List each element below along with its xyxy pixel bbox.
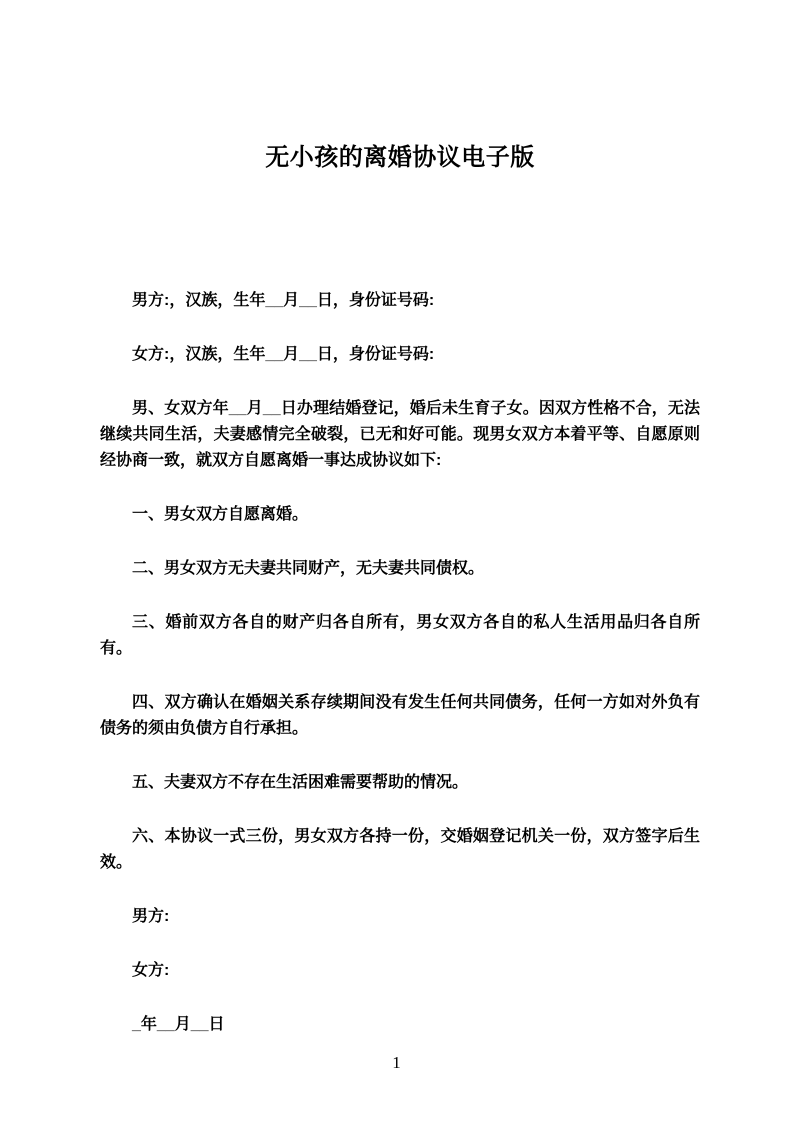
party-a-info: 男方:，汉族，生年__月__日，身份证号码: <box>132 292 435 309</box>
clause-6: 六、本协议一式三份，男女双方各持一份，交婚姻登记机关一份，双方签字后生效。 <box>100 828 700 871</box>
clause-2: 二、男女双方无夫妻共同财产，无夫妻共同债权。 <box>132 560 485 577</box>
signature-party-b: 女方: <box>132 962 170 979</box>
document-title: 无小孩的离婚协议电子版 <box>265 144 535 171</box>
signature-date-line: _年__月__日 <box>132 1016 225 1033</box>
preamble: 男、女双方年__月__日办理结婚登记，婚后未生育子女。因双方性格不合，无法继续共同生活，夫妻感情完全破裂，已无和好可能。现男女双方本着平等、自愿原则经协商一致，就双方自愿离婚一事达成协议如下: <box>100 400 700 469</box>
party-b-info: 女方:，汉族，生年__月__日，身份证号码: <box>132 346 435 363</box>
signature-party-a: 男方: <box>132 908 170 925</box>
clause-5: 五、夫妻双方不存在生活困难需要帮助的情况。 <box>132 774 469 791</box>
clause-3: 三、婚前双方各自的财产归各自所有，男女双方各自的私人生活用品归各自所有。 <box>100 614 700 657</box>
clause-4: 四、双方确认在婚姻关系存续期间没有发生任何共同债务，任何一方如对外负有债务的须由负债方自行承担。 <box>100 694 700 737</box>
clause-1: 一、男女双方自愿离婚。 <box>132 506 309 523</box>
page-number: 1 <box>392 1053 401 1072</box>
